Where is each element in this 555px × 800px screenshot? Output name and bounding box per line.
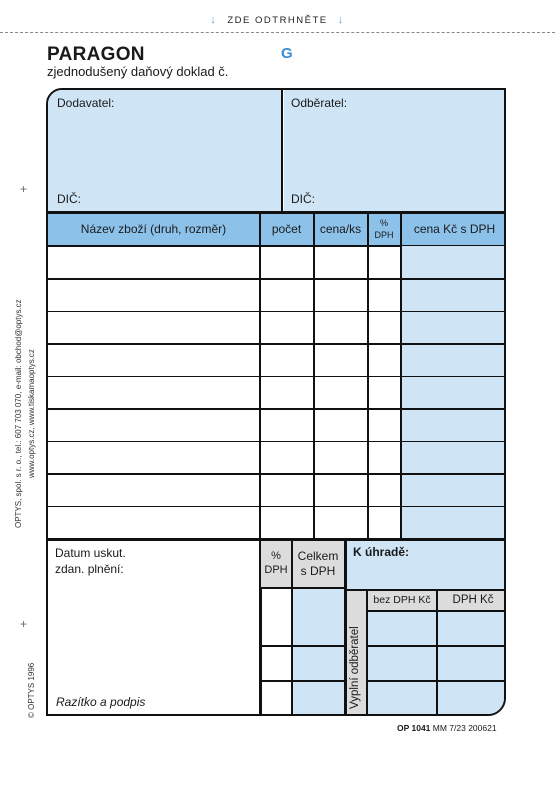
table-row[interactable] [48,506,400,538]
tear-line [0,32,555,33]
customer-fills-strip [347,591,366,716]
table-row[interactable] [48,343,400,375]
table-row[interactable] [48,376,400,408]
date-label-1: Datum uskut. [55,546,126,560]
vat-pct-text: DPH [264,564,288,576]
col-header-vat-pct [368,214,400,245]
table-row[interactable] [48,311,400,343]
form-title: PARAGON [47,44,145,65]
receipt-form [46,88,506,716]
down-arrow-icon: ↓ [210,14,218,26]
customer-fills-label: Vyplní odběratel [349,626,361,709]
to-pay-box[interactable] [347,541,506,589]
vat-pct-text: DPH [374,229,394,240]
copyright: © OPTYS 1996 [27,662,36,718]
without-vat-header: bez DPH Kč [368,591,436,610]
vat-czk-cells[interactable] [438,612,506,716]
date-label-2: zdan. plnění: [55,562,124,576]
vat-pct-header [261,541,291,587]
supplier-tax-label: DIČ: [57,192,81,206]
vat-pct-symbol: % [271,550,281,563]
stamp-label: Razítko a podpis [56,695,146,709]
tear-off-label [0,14,555,26]
customer-tax-label: DIČ: [291,192,315,206]
without-vat-cells[interactable] [368,612,436,716]
form-subtitle: zjednodušený daňový doklad č. [47,64,229,79]
supplier-label: Dodavatel: [57,96,115,110]
col-header-name: Název zboží (druh, rozměr) [48,214,259,245]
total-label-1: Celkem [297,549,339,563]
vat-pct-cells[interactable] [261,589,291,716]
publisher-web: www.optys.cz, www.tiskamaoptys.cz [27,349,36,478]
total-column-fill [401,246,506,538]
to-pay-label: K úhradě: [353,545,410,559]
vat-pct-symbol: % [379,218,388,229]
crosshair-mark: + [20,182,28,196]
date-stamp-box[interactable] [48,541,259,716]
total-label-2: s DPH [300,564,336,578]
print-info: MM 7/23 200621 [432,723,497,733]
col-header-unit-price: cena/ks [314,214,367,245]
tear-off-text: ZDE ODTRHNĚTE [227,15,328,26]
table-row[interactable] [48,473,400,505]
total-vat-cells[interactable] [293,589,344,716]
customer-label: Odběratel: [291,96,348,110]
series-letter: G [281,45,293,62]
product-code: OP 1041 [397,723,431,733]
table-row[interactable] [48,278,400,310]
customer-box[interactable] [284,90,506,211]
table-row[interactable] [48,246,400,278]
vat-czk-header: DPH Kč [438,591,506,610]
down-arrow-icon: ↓ [337,14,345,26]
form-code [397,723,497,733]
table-row[interactable] [48,408,400,440]
table-row[interactable] [48,441,400,473]
crosshair-mark: + [20,617,28,631]
col-header-qty: počet [260,214,313,245]
total-vat-header [292,541,344,587]
col-header-total: cena Kč s DPH [401,214,506,245]
publisher-info: OPTYS, spol. s r. o., tel.: 607 703 070, e-mail: obchod@optys.cz [14,299,23,528]
supplier-box[interactable] [48,90,281,211]
